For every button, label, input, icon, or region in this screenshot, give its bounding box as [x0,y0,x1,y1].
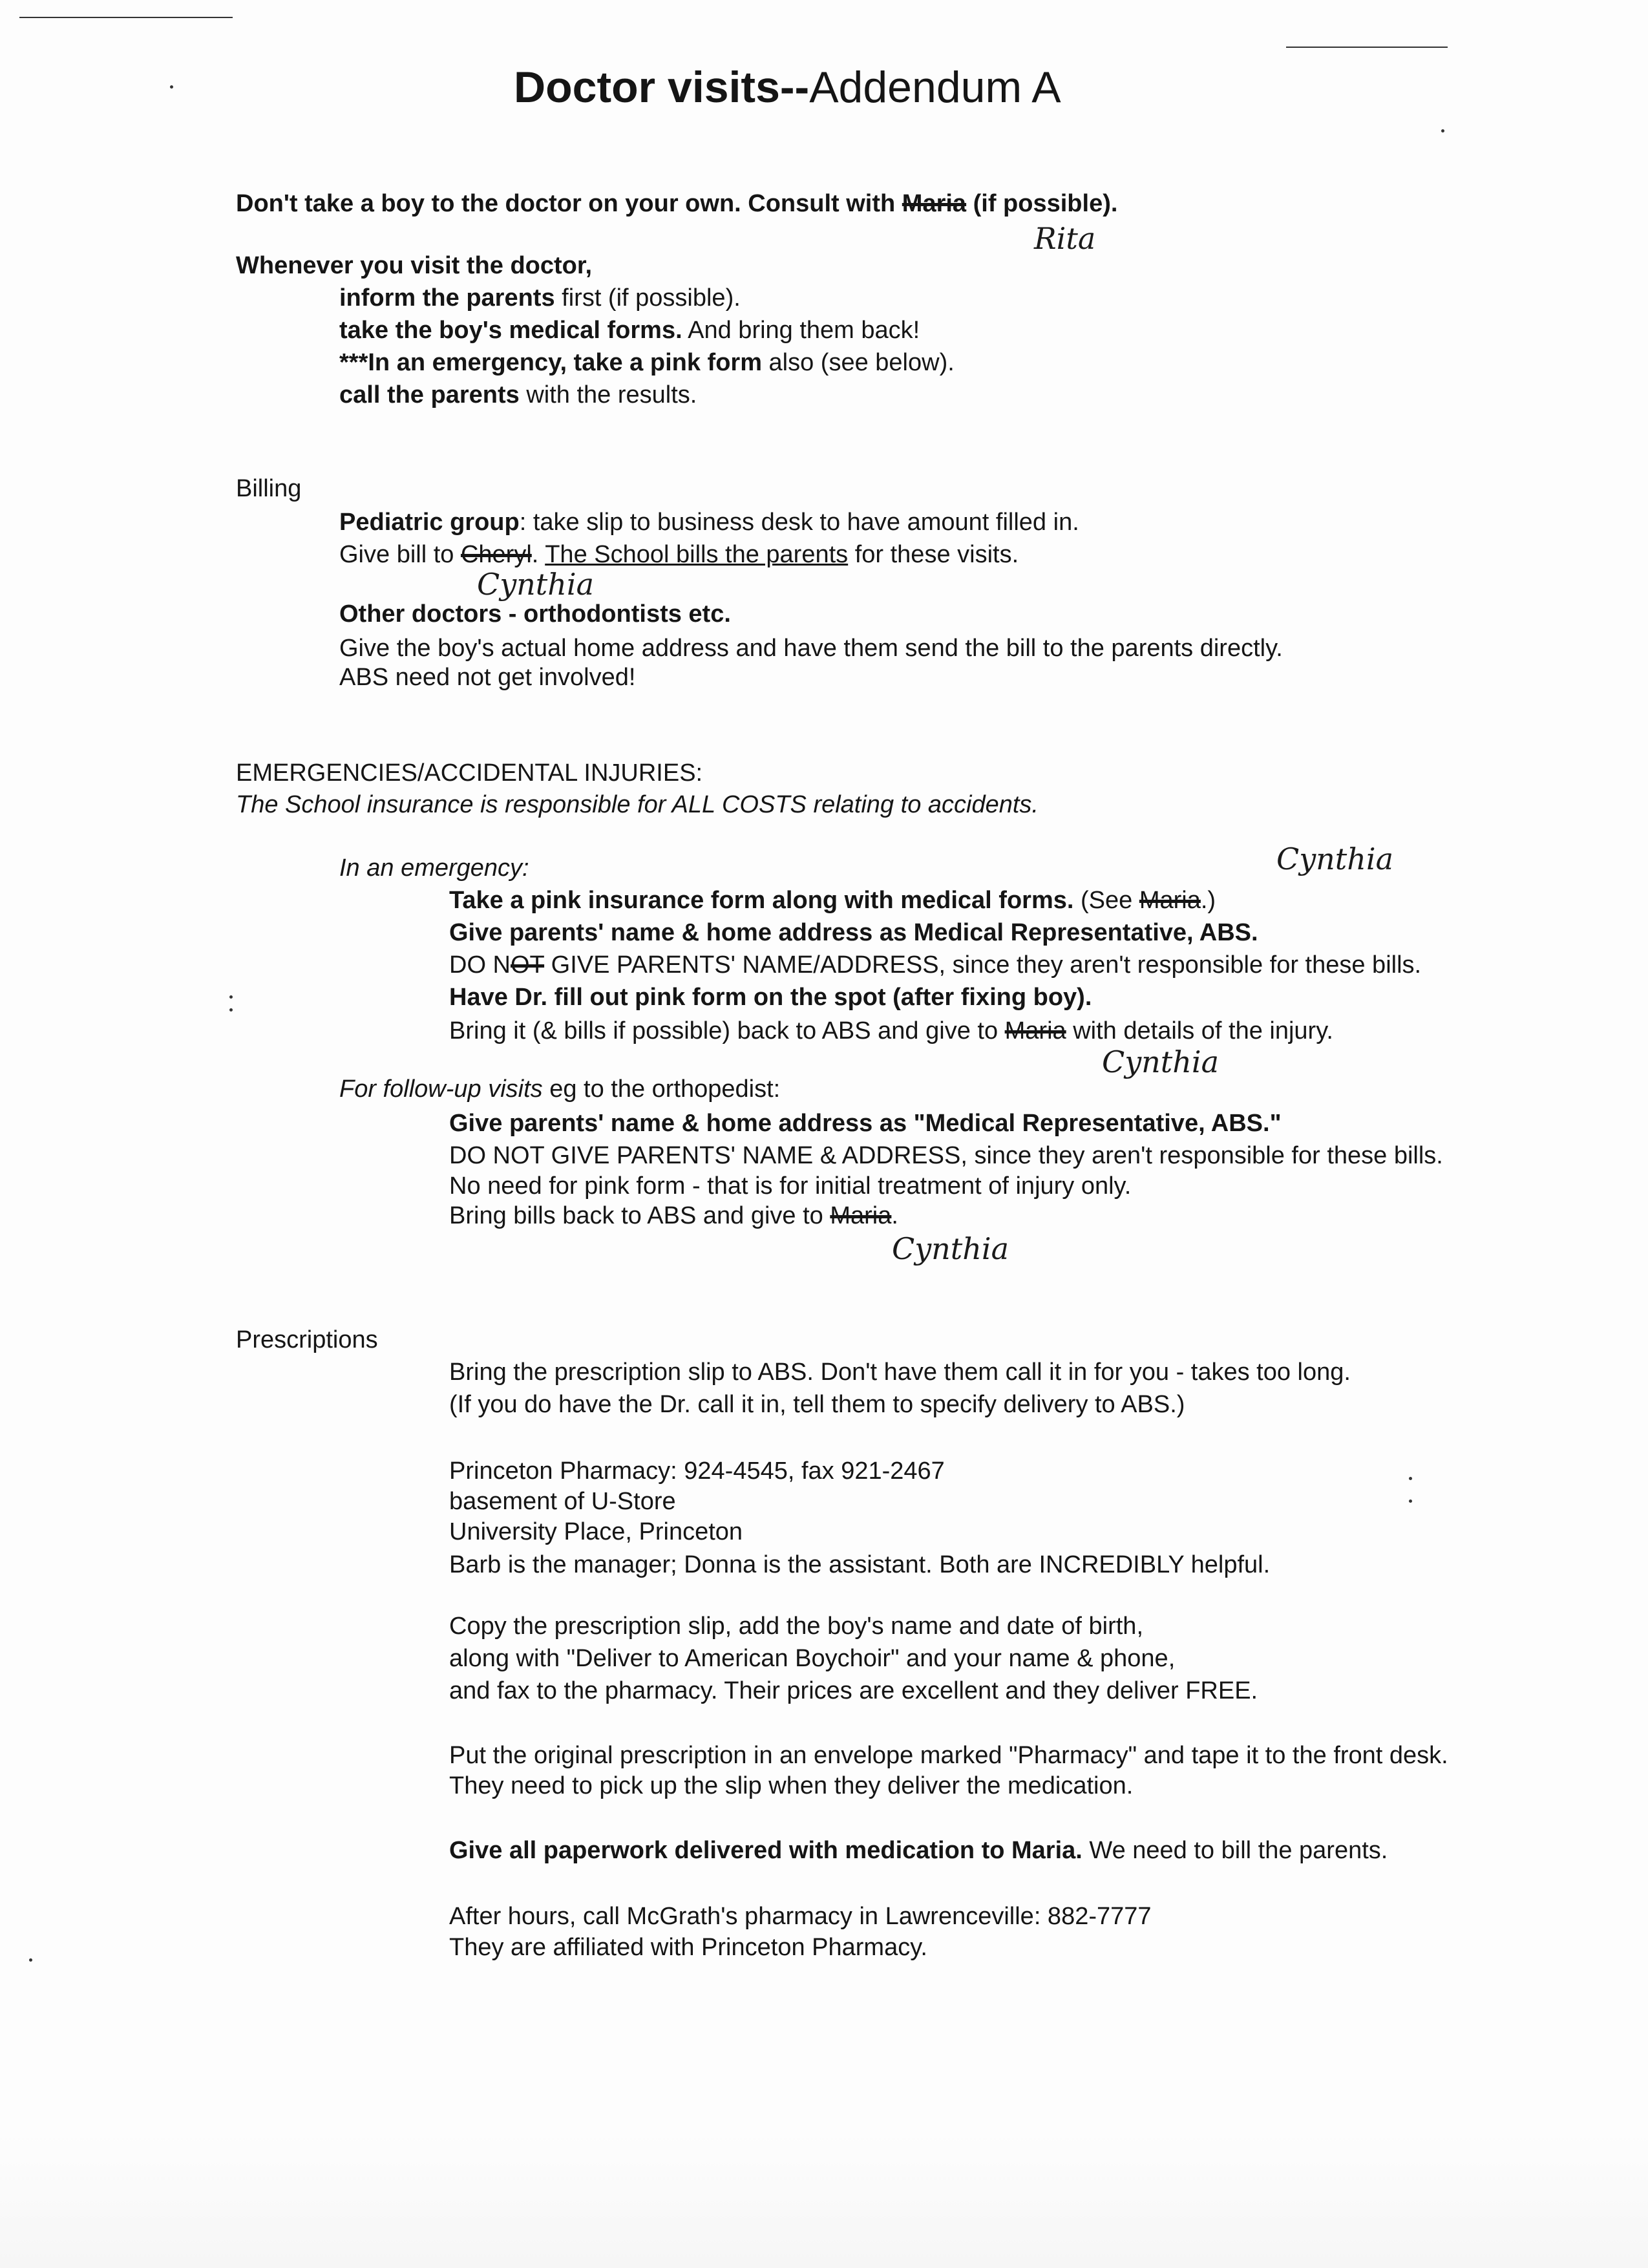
scan-speck [170,85,173,89]
after-hours-line: They are affiliated with Princeton Pharmacy. [449,1934,927,1961]
scan-speck [229,1008,233,1012]
page-bottom-margin [0,2133,1648,2268]
billing-line: Give the boy's actual home address and have them send the bill to the parents directly. [339,635,1283,662]
billing-heading: Billing [236,475,302,502]
struck-name: Maria [902,190,967,217]
title-main: Doctor visits-- [514,63,810,112]
handwritten-note: Cynthia [892,1231,1009,1266]
follow-up-label: For follow-up visits eg to the orthopedist: [339,1076,781,1103]
paperwork-line: Give all paperwork delivered with medication to Maria. We need to bill the parents. [449,1837,1388,1864]
prescriptions-line: (If you do have the Dr. call it in, tell them to specify delivery to ABS.) [449,1391,1185,1418]
handwritten-note: Cynthia [477,567,595,602]
emergency-line: DO NOT GIVE PARENTS' NAME/ADDRESS, since they aren't responsible for these bills. [449,951,1422,979]
billing-pediatric: Pediatric group: take slip to business desk to have amount filled in. [339,509,1079,536]
emergency-line: Take a pink insurance form along with medical forms. (See Maria.) [449,887,1216,914]
in-emergency-label: In an emergency: [339,854,529,882]
original-line: Put the original prescription in an envelope marked "Pharmacy" and tape it to the front desk. [449,1742,1448,1769]
pharmacy-line: Princeton Pharmacy: 924-4545, fax 921-2467 [449,1457,945,1485]
handwritten-note: Rita [1034,221,1096,256]
after-hours-line: After hours, call McGrath's pharmacy in Lawrenceville: 882-7777 [449,1903,1152,1930]
billing-other-doctors: Other doctors - orthodontists etc. [339,600,731,628]
billing-give-bill: Give bill to Cheryl. The School bills the parents for these visits. [339,541,1019,568]
emergency-line: Have Dr. fill out pink form on the spot (after fixing boy). [449,984,1092,1011]
handwritten-note: Cynthia [1102,1044,1220,1079]
emergency-line: Give parents' name & home address as Medical Representative, ABS. [449,919,1258,946]
prescriptions-heading: Prescriptions [236,1326,378,1353]
scan-speck [1441,129,1444,132]
scan-speck [229,995,233,999]
follow-up-line: DO NOT GIVE PARENTS' NAME & ADDRESS, since they aren't responsible for these bills. [449,1142,1443,1169]
copy-line: along with "Deliver to American Boychoir" and your name & phone, [449,1645,1176,1672]
intro-text: Don't take a boy to the doctor on your own. Consult with [236,190,902,217]
copy-line: Copy the prescription slip, add the boy's name and date of birth, [449,1613,1144,1640]
scan-artifact-line [19,17,233,18]
emergency-line: Bring it (& bills if possible) back to ABS and give to Maria with details of the injury. [449,1017,1333,1044]
follow-up-line: No need for pink form - that is for initial treatment of injury only. [449,1172,1132,1200]
whenever-item: inform the parents first (if possible). [339,284,741,312]
handwritten-note: Cynthia [1276,842,1394,876]
pharmacy-line: Barb is the manager; Donna is the assistant. Both are INCREDIBLY helpful. [449,1551,1271,1578]
emergencies-heading: EMERGENCIES/ACCIDENTAL INJURIES: [236,759,703,787]
scan-speck [1409,1477,1412,1480]
pharmacy-line: University Place, Princeton [449,1518,743,1545]
scan-speck [1409,1500,1412,1503]
original-line: They need to pick up the slip when they deliver the medication. [449,1772,1134,1799]
prescriptions-line: Bring the prescription slip to ABS. Don't have them call it in for you - takes too long. [449,1359,1351,1386]
billing-line: ABS need not get involved! [339,664,636,691]
whenever-item: ***In an emergency, take a pink form also (see below). [339,349,955,376]
copy-line: and fax to the pharmacy. Their prices are excellent and they deliver FREE. [449,1677,1258,1704]
title-addendum: Addendum A [809,63,1061,112]
whenever-heading: Whenever you visit the doctor, [236,252,593,279]
whenever-item: take the boy's medical forms. And bring them back! [339,317,920,344]
pharmacy-line: basement of U-Store [449,1488,676,1515]
scan-artifact-line [1286,47,1448,48]
intro-line [236,189,1117,218]
follow-up-line: Give parents' name & home address as "Medical Representative, ABS." [449,1110,1282,1137]
scan-speck [29,1958,32,1962]
page-title [514,61,1061,113]
emergencies-subheading: The School insurance is responsible for ALL COSTS relating to accidents. [236,791,1039,818]
whenever-item: call the parents with the results. [339,381,697,408]
follow-up-line: Bring bills back to ABS and give to Maria. [449,1202,898,1229]
intro-text-end: (if possible). [966,190,1118,217]
